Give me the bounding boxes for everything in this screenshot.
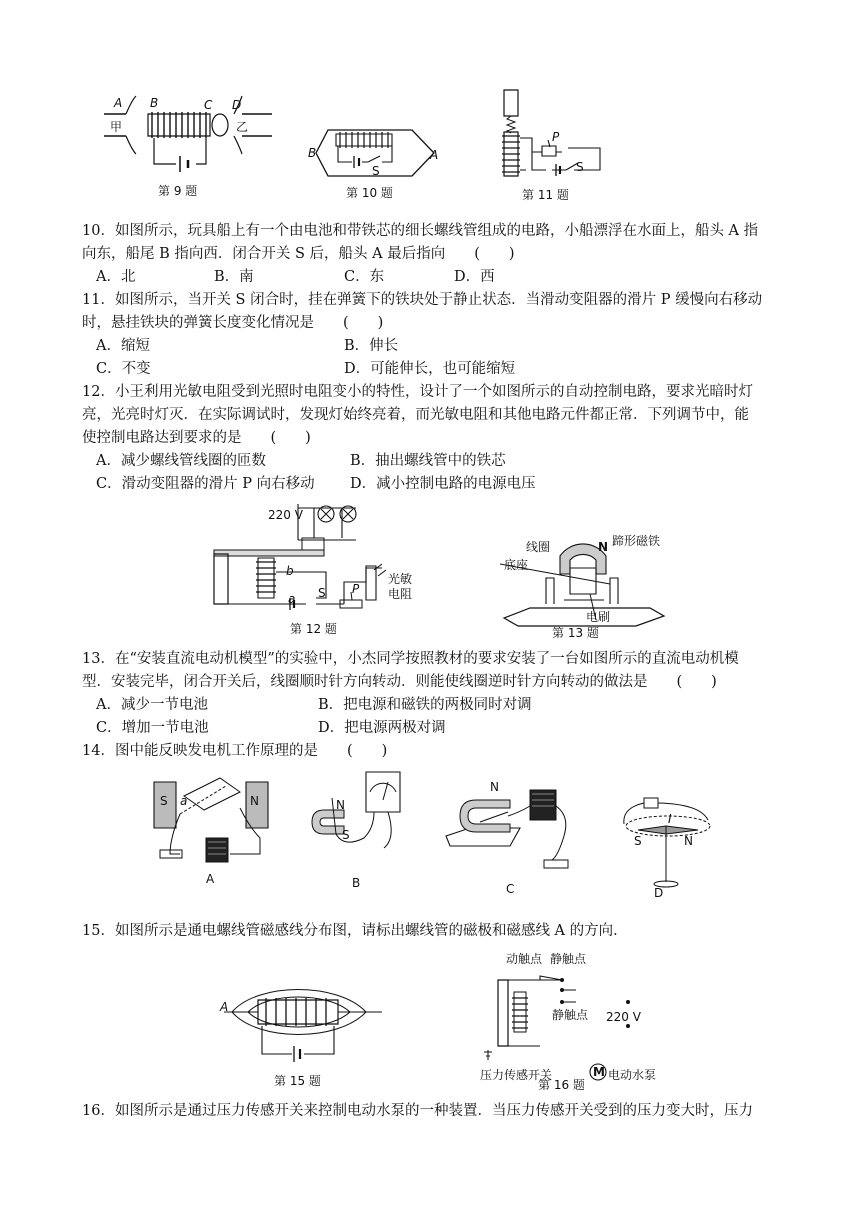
q13-option-a: A．减少一节电池 <box>96 697 208 713</box>
q12-line2: 亮，光亮时灯灭．在实际调试时，发现灯始终亮着，而光敏电阻和其他电路元件都正常．下列调节中，能 <box>82 407 749 423</box>
label-c: C <box>204 98 213 112</box>
label-n: N <box>598 540 609 554</box>
q12-option-a: A．减少螺线管线圈的匝数 <box>96 453 266 469</box>
figure-9-caption: 第 9 题 <box>158 184 198 198</box>
label-ab: a <box>180 794 188 808</box>
q14-figure-b <box>304 768 434 888</box>
label-b: b <box>286 564 294 578</box>
figure-16 <box>480 950 660 1090</box>
label-a: a <box>288 592 296 606</box>
q12-option-b: B．抽出螺线管中的铁芯 <box>350 453 506 469</box>
label-s: S <box>342 828 350 842</box>
label-n: N <box>336 798 345 812</box>
figure-d-label: D <box>654 886 664 900</box>
q10-line2: 向东，船尾 B 指向西．闭合开关 S 后，船头 A 最后指向 ( ) <box>82 246 515 262</box>
q14-figure-a <box>150 768 280 888</box>
label-220v: 220 V <box>606 1010 641 1024</box>
figure-15 <box>218 980 388 1090</box>
label-coil: 线圈 <box>526 540 551 554</box>
figure-a-label: A <box>206 872 215 886</box>
figure-c-label: C <box>506 882 515 896</box>
label-s: S <box>576 160 584 174</box>
label-gm2: 电阻 <box>388 587 413 601</box>
figure-15-caption: 第 15 题 <box>274 1074 321 1088</box>
q16-line1: 16．如图所示是通过压力传感开关来控制电动水泵的一种装置．当压力传感开关受到的压力变大时，压力 <box>82 1103 753 1119</box>
q11-option-a: A．缩短 <box>96 338 150 354</box>
label-pump: 电动水泵 <box>608 1068 657 1082</box>
figure-9 <box>96 92 276 202</box>
label-p: P <box>352 582 360 596</box>
label-static-contact-1: 静触点 <box>550 952 587 966</box>
label-n: N <box>250 794 259 808</box>
figure-b-label: B <box>352 876 361 890</box>
figure-10-caption: 第 10 题 <box>346 186 393 200</box>
q12-option-d: D．减小控制电路的电源电压 <box>350 476 536 492</box>
label-s: S <box>318 586 326 600</box>
q11-line1: 11．如图所示，当开关 S 闭合时，挂在弹簧下的铁块处于静止状态．当滑动变阻器的滑片 P 缓慢向右移动 <box>82 292 763 308</box>
q15-line1: 15．如图所示是通电螺线管磁感线分布图，请标出螺线管的磁极和磁感线 A 的方向． <box>82 923 628 939</box>
q14-figure-c <box>440 776 590 896</box>
label-moving-contact: 动触点 <box>506 952 543 966</box>
q11-option-c: C．不变 <box>96 361 151 377</box>
q10-option-b: B．南 <box>214 269 254 285</box>
label-s: S <box>160 794 168 808</box>
label-m: M <box>593 1065 605 1079</box>
q12-line1: 12．小王利用光敏电阻受到光照时电阻变小的特性，设计了一个如图所示的自动控制电路，要求光暗时灯 <box>82 384 753 400</box>
q13-option-b: B．把电源和磁铁的两极同时对调 <box>318 697 532 713</box>
q14-line1: 14．图中能反映发电机工作原理的是 ( ) <box>82 743 388 759</box>
q11-option-b: B．伸长 <box>344 338 399 354</box>
label-gm1: 光敏 <box>388 572 413 586</box>
figure-11 <box>496 90 626 206</box>
figure-16-caption: 第 16 题 <box>538 1078 585 1092</box>
label-b: B <box>150 96 159 110</box>
label-a: A <box>114 96 123 110</box>
label-s: S <box>634 834 642 848</box>
figure-13-caption: 第 13 题 <box>552 626 599 640</box>
label-n: N <box>490 780 499 794</box>
q10-option-d: D．西 <box>454 269 495 285</box>
label-a: A <box>430 148 439 162</box>
q13-option-c: C．增加一节电池 <box>96 720 209 736</box>
label-i: I <box>668 812 672 826</box>
label-s: S <box>372 164 380 178</box>
label-brush: 电刷 <box>586 610 611 624</box>
q13-line1: 13．在“安装直流电动机模型”的实验中，小杰同学按照教材的要求安装了一台如图所示的直流电动机模 <box>82 651 739 667</box>
q11-line2: 时，悬挂铁块的弹簧长度变化情况是 ( ) <box>82 315 384 331</box>
q14-figure-d <box>620 790 720 900</box>
label-static-contact-2: 静触点 <box>552 1008 589 1022</box>
q12-option-c: C．滑动变阻器的滑片 P 向右移动 <box>96 476 315 492</box>
label-sensor-switch: 压力传感开关 <box>480 1068 553 1082</box>
label-yi: 乙 <box>236 120 249 134</box>
label-n: N <box>684 834 693 848</box>
figure-12 <box>206 498 432 638</box>
label-220v: 220 V <box>268 508 303 522</box>
q13-line2: 型．安装完毕，闭合开关后，线圈顺时针方向转动．则能使线圈逆时针方向转动的做法是 ( ) <box>82 674 717 690</box>
figure-10 <box>306 118 456 208</box>
q10-option-a: A．北 <box>96 269 136 285</box>
label-b: B <box>308 146 317 160</box>
label-jia: 甲 <box>110 120 123 134</box>
q12-line3: 使控制电路达到要求的是 ( ) <box>82 430 311 446</box>
q10-option-c: C．东 <box>344 269 385 285</box>
label-magnet: 蹄形磁铁 <box>612 534 661 548</box>
figure-11-caption: 第 11 题 <box>522 188 569 202</box>
label-d: D <box>232 98 242 112</box>
label-p: P <box>552 130 560 144</box>
q13-option-d: D．把电源两极对调 <box>318 720 446 736</box>
label-base: 底座 <box>504 558 529 572</box>
figure-13 <box>500 530 670 640</box>
q10-line1: 10．如图所示，玩具船上有一个由电池和带铁芯的细长螺线管组成的电路，小船漂浮在水面上，船头 A 指 <box>82 223 759 239</box>
figure-12-caption: 第 12 题 <box>290 622 337 636</box>
label-a: A <box>220 1000 229 1014</box>
q11-option-d: D．可能伸长，也可能缩短 <box>344 361 516 377</box>
